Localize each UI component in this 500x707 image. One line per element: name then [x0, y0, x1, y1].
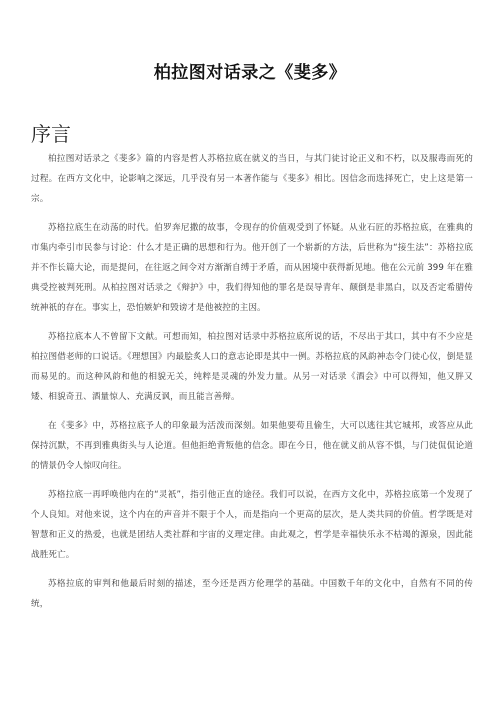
paragraph-4: 在《斐多》中，苏格拉底予人的印象最为活泼而深刻。如果他要苟且偷生，大可以逃往其它城邦，或答应从此保持沉默，不再到雅典街头与人论道。但他拒绝背叛他的信念。即在今日，他在就义前从容不惧，与门徒侃侃论道的情景仍令人惊叹向往。 [31, 421, 473, 471]
document-body [31, 149, 473, 623]
paragraph-2: 苏格拉底生在动荡的时代。伯罗奔尼撒的故事，令现存的价值观受到了怀疑。从业石匠的苏格拉底，在雅典的市集内牵引市民参与讨论：什么才是正确的思想和行为。他开创了一个崭新的方法，后世称为“接生法”：苏格拉底并不作长篇大论，而是提问，在往返之间令对方渐渐自缚于矛盾，而从困境中获得新见地。他在公元前 399 年在雅典受控被判死刑。从柏拉图对话录之《辩护》中，我们得知他的罪名是误导青年、颠倒是非黑白，以及否定希腊传统神祇的存在。事实上，恐怕嫉妒和毁谤才是他被控的主因。 [31, 223, 473, 313]
paragraph-6: 苏格拉底的审判和他最后时刻的描述，至今还是西方伦理学的基础。中国数千年的文化中，自然有不同的传统， [31, 579, 473, 609]
paragraph-3: 苏格拉底本人不曾留下文献。可想而知，柏拉图对话录中苏格拉底所说的话，不尽出于其口，其中有不少应是柏拉图借老师的口说话。《理想国》内最脍炙人口的意志论即是其中一例。苏格拉底的风韵神态令门徒心仪，倒是显而易见的。而这种风韵和他的相貌无关，纯粹是灵魂的外发力量。从另一对话录《酒会》中可以得知，他又胖又矮、相貌奇丑、酒量惊人、充满反讽，而且能言善辩。 [31, 332, 473, 402]
paragraph-5: 苏格拉底一再呼唤他内在的“灵祇”，指引他正直的途径。我们可以说，在西方文化中，苏格拉底第一个发现了个人良知。对他来说，这个内在的声音并不限于个人，而是指向一个更高的层次，是人类共同的价值。哲学既是对智慧和正义的热爱，也就是团结人类社群和宇宙的义理定律。由此观之，哲学是幸福快乐永不枯竭的源泉，因此能战胜死亡。 [31, 490, 473, 560]
section-title-preface: 序言 [31, 122, 71, 146]
document-title: 柏拉图对话录之《斐多》 [153, 63, 347, 83]
paragraph-1: 柏拉图对话录之《斐多》篇的内容是哲人苏格拉底在就义的当日，与其门徒讨论正义和不朽，以及服毒而死的过程。在西方文化中，论影响之深远，几乎没有另一本著作能与《斐多》相比。因信念而选择死亡，史上这是第一宗。 [31, 154, 473, 204]
